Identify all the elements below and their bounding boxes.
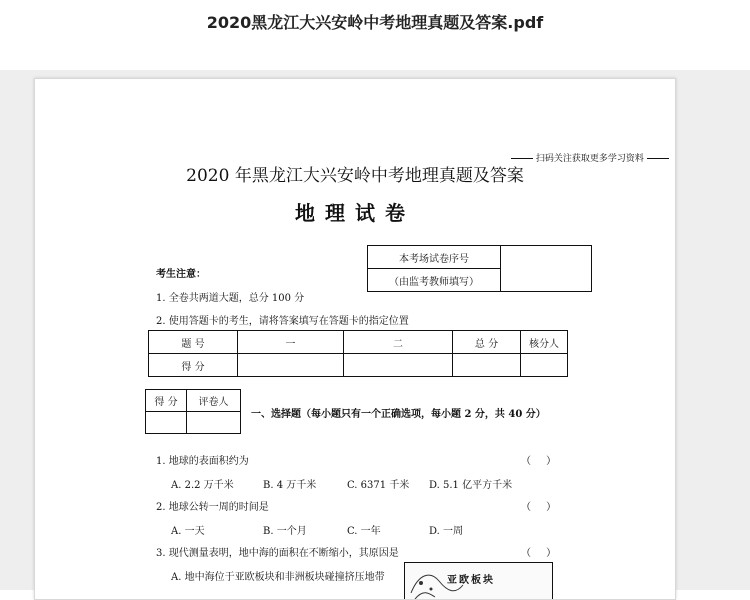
notice-item: 2. 使用答题卡的考生，请将答案填写在答题卡的指定位置: [156, 316, 409, 327]
exam-title: 2020 年黑龙江大兴安岭中考地理真题及答案: [186, 166, 524, 186]
seat-number-note: （由监考教师填写）: [368, 269, 501, 292]
score-header: 核分人: [521, 331, 568, 354]
score-row-label: 得 分: [149, 354, 238, 377]
question-stem: 3. 现代测量表明，地中海的面积在不断缩小，其原因是: [156, 548, 399, 559]
question-stem: 1. 地球的表面积约为: [156, 456, 249, 467]
pdf-page: [34, 78, 676, 600]
divider: [511, 158, 533, 159]
seat-number-label: 本考场试卷序号: [368, 246, 501, 269]
score-header: 题 号: [149, 331, 238, 354]
divider: [647, 158, 669, 159]
answer-bracket: （ ）: [521, 548, 563, 559]
score-cell: [238, 354, 344, 377]
option: D. 5.1 亿平方千米: [429, 480, 513, 491]
option: A. 地中海位于亚欧板块和非洲板块碰撞挤压地带: [171, 572, 385, 583]
notice-item: 1. 全卷共两道大题，总分 100 分: [156, 293, 305, 304]
score-cell: [453, 354, 521, 377]
option: D. 一周: [429, 526, 464, 537]
grader-header: 得 分: [146, 390, 187, 412]
viewer-header: [0, 0, 750, 70]
option: A. 2.2 万千米: [171, 480, 234, 491]
document-title: 2020黑龙江大兴安岭中考地理真题及答案.pdf: [206, 13, 544, 32]
grader-cell: [187, 412, 241, 434]
grader-header: 评卷人: [187, 390, 241, 412]
answer-bracket: （ ）: [521, 456, 563, 467]
score-cell: [521, 354, 568, 377]
score-header: 一: [238, 331, 344, 354]
seat-number-table: [367, 245, 592, 292]
question-stem: 2. 地球公转一周的时间是: [156, 502, 269, 513]
option: B. 4 万千米: [263, 480, 317, 491]
option: C. 6371 千米: [347, 480, 410, 491]
answer-bracket: （ ）: [521, 502, 563, 513]
map-marker: [430, 588, 433, 591]
section-title: 一、选择题（每小题只有一个正确选项，每小题 2 分，共 40 分）: [251, 409, 546, 420]
map-marker: [419, 581, 423, 585]
subject-title: 地理试卷: [295, 201, 415, 225]
option: C. 一年: [347, 526, 381, 537]
notice-heading: 考生注意：: [156, 269, 206, 280]
option: B. 一个月: [263, 526, 307, 537]
score-header: 二: [344, 331, 453, 354]
grader-cell: [146, 412, 187, 434]
score-summary-table: [148, 330, 568, 377]
score-header: 总 分: [453, 331, 521, 354]
seat-number-cell: [501, 246, 592, 292]
grader-table: [145, 389, 241, 434]
score-cell: [344, 354, 453, 377]
watermark-label: 扫码关注获取更多学习资料: [535, 154, 644, 164]
map-label: 亚欧板块: [447, 575, 495, 586]
option: A. 一天: [171, 526, 205, 537]
coastline: [415, 593, 435, 599]
